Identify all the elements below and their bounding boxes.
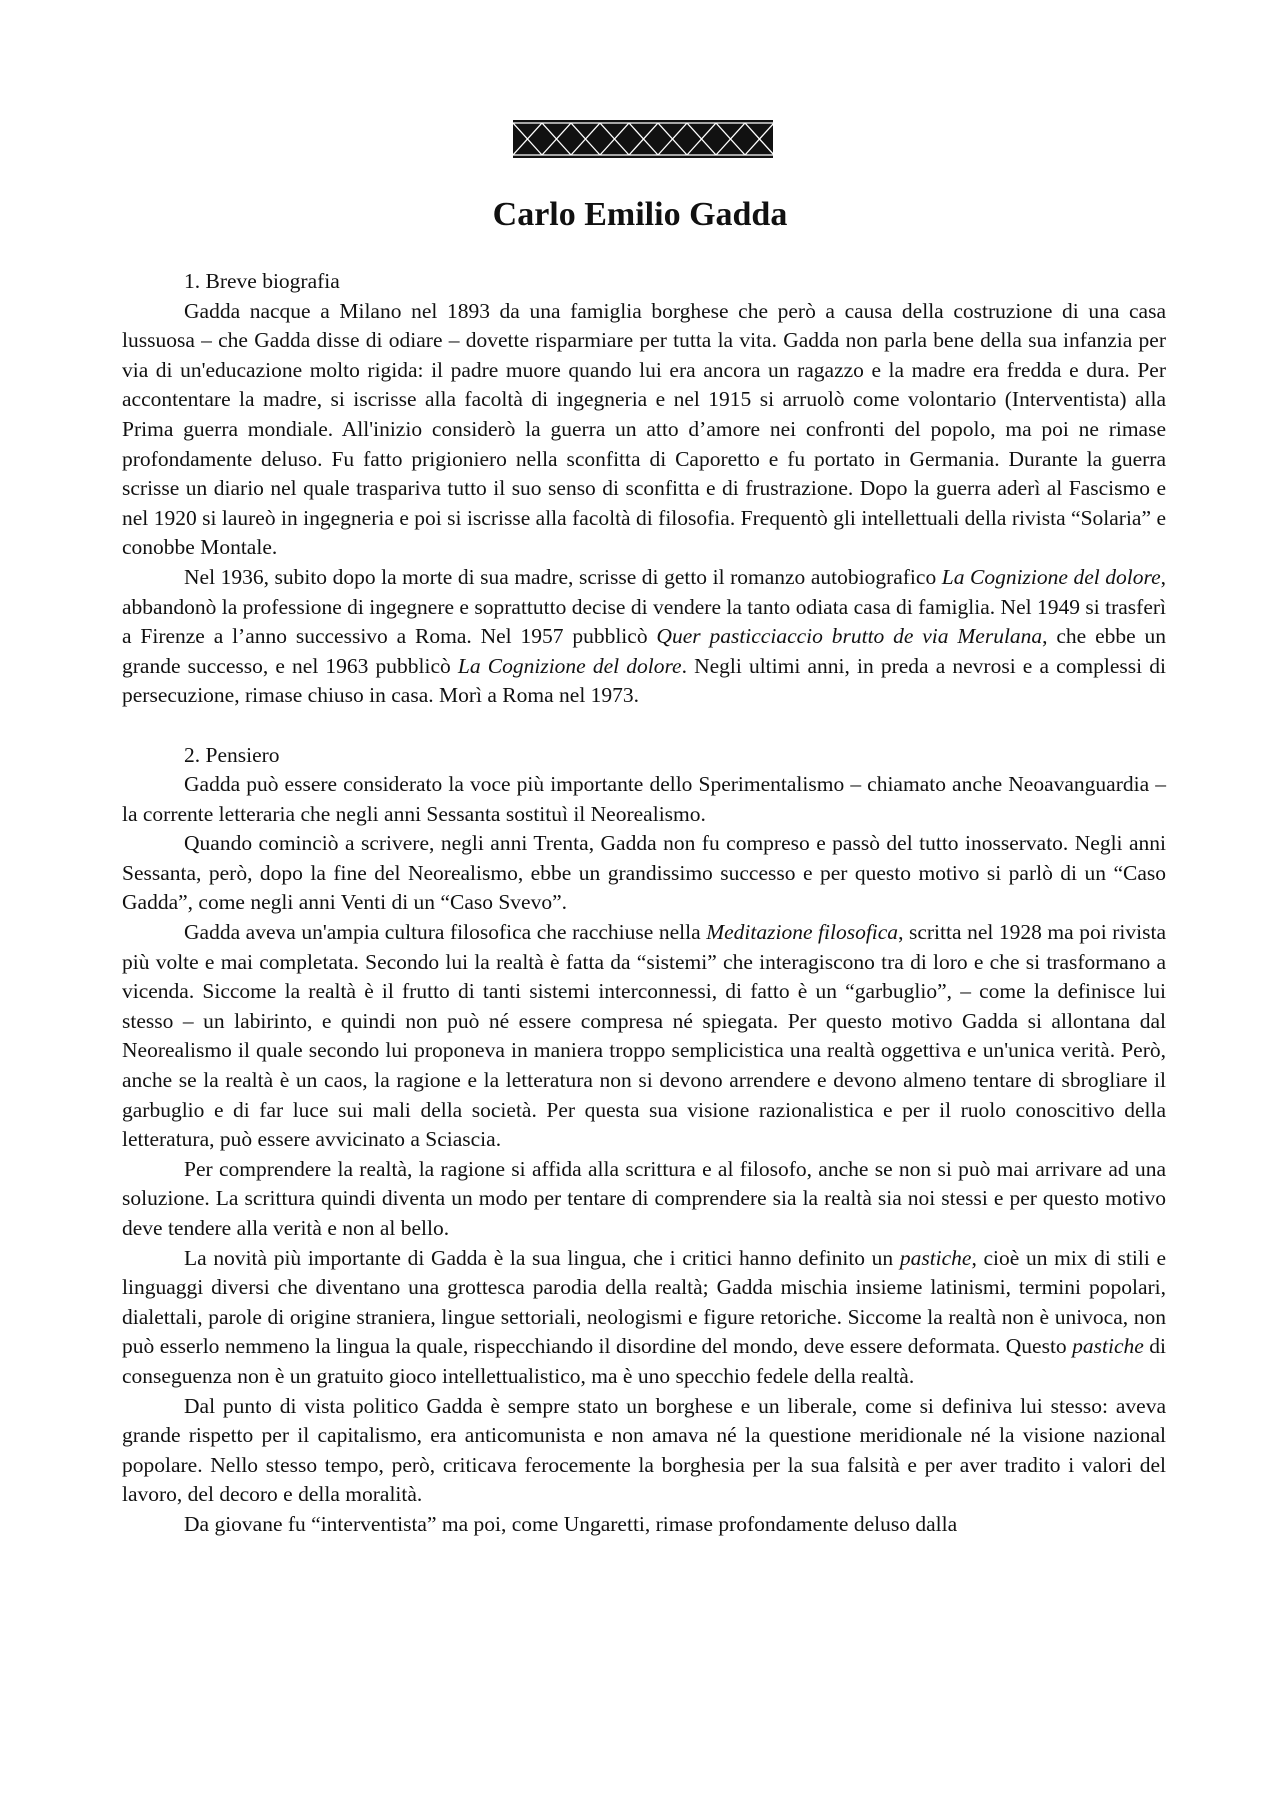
italic-term: pastiche [1072,1334,1144,1359]
paragraph: Gadda nacque a Milano nel 1893 da una famiglia borghese che però a causa della costruzione di una casa lussuosa – che Gadda disse di odiare – dovette risparmiare per tutta la vita. Gadda non parla bene della sua infanzia per via di un'educazione molto rigida: il padre muore quando lui era ancora un ragazzo e la madre era fredda e dura. Per accontentare la madre, si iscrisse alla facoltà di ingegneria e nel 1915 si arruolò come volontario (Interventista) alla Prima guerra mondiale. All'inizio considerò la guerra un atto d’amore nei confronti del popolo, ma poi ne rimase profondamente deluso. Fu fatto prigioniero nella sconfitta di Caporetto e fu portato in Germania. Durante la guerra scrisse un diario nel quale traspariva tutto il suo senso di sconfitta e di frustrazione. Dopo la guerra aderì al Fascismo e nel 1920 si laureò in ingegneria e poi si iscrisse alla facoltà di filosofia. Frequentò gli intellettuali della rivista “Solaria” e conobbe Montale. [122,298,1166,560]
paragraph: Da giovane fu “interventista” ma poi, come Ungaretti, rimase profondamente deluso dalla [184,1511,958,1536]
document-body [122,267,1166,1540]
italic-term: pastiche [899,1245,972,1270]
section-heading-pensiero: 2. Pensiero [184,742,280,767]
document-title: Carlo Emilio Gadda [492,196,788,233]
book-title: Meditazione filosofica [706,920,899,945]
paragraph: Dal punto di vista politico Gadda è sempre stato un borghese e un liberale, come si definiva lui stesso: aveva grande rispetto per il capitalismo, era anticomunista e non amava né la questione meridionale né la visione nazional popolare. Nello stesso tempo, però, criticava ferocemente la borghesia per la sua falsità e per aver tradito i valori del lavoro, del decoro e della moralità. [122,1393,1166,1507]
section-heading-biografia: 1. Breve biografia [184,269,340,293]
paragraph: Per comprendere la realtà, la ragione si affida alla scrittura e al filosofo, anche se non si può mai arrivare ad una soluzione. La scrittura quindi diventa un modo per tentare di comprendere sia la realtà sia noi stessi e per questo motivo deve tendere alla verità e non al bello. [122,1156,1166,1240]
paragraph: Gadda può essere considerato la voce più importante dello Sperimentalismo – chiamato anche Neoavanguardia – la corrente letteraria che negli anni Sessanta sostituì il Neorealismo. [122,772,1166,826]
ornament-banner-icon [513,120,773,158]
paragraph: Quando cominciò a scrivere, negli anni Trenta, Gadda non fu compreso e passò del tutto inosservato. Negli anni Sessanta, però, dopo la fine del Neorealismo, ebbe un grandissimo successo e per questo motivo si parlò di un “Caso Gadda”, come negli anni Venti di un “Caso Svevo”. [122,831,1166,915]
paragraph: La novità più importante di Gadda è la sua lingua, che i critici hanno definito un pastiche, cioè un mix di stili e linguaggi diversi che diventano una grottesca parodia della realtà; Gadda mischia insieme latinismi, termini popolari, dialettali, parole di origine straniera, lingue settoriali, neologismi e figure retoriche. Siccome la realtà non è univoca, non può esserlo nemmeno la lingua la quale, rispecchiando il disordine del mondo, deve essere deformata. Questo pastiche di conseguenza non è un gratuito gioco intellettualistico, ma è uno specchio fedele della realtà. [122,1245,1166,1388]
book-title: Quer pasticciaccio brutto de via Merulana [656,624,1043,649]
paragraph: Nel 1936, subito dopo la morte di sua madre, scrisse di getto il romanzo autobiografico La Cognizione del dolore, abbandonò la professione di ingegnere e soprattutto decise di vendere la tanto odiata casa di famiglia. Nel 1949 si trasferì a Firenze a l’anno successivo a Roma. Nel 1957 pubblicò Quer pasticciaccio brutto de via Merulana, che ebbe un grande successo, e nel 1963 pubblicò La Cognizione del dolore. Negli ultimi anni, in preda a nevrosi e a complessi di persecuzione, rimase chiuso in casa. Morì a Roma nel 1973. [122,564,1166,708]
book-title: La Cognizione del dolore [457,653,682,678]
book-title: La Cognizione del dolore [941,564,1161,589]
paragraph: Gadda aveva un'ampia cultura filosofica che racchiuse nella Meditazione filosofica, scritta nel 1928 ma poi rivista più volte e mai completata. Secondo lui la realtà è fatta da “sistemi” che interagiscono tra di loro e che si trasformano a vicenda. Siccome la realtà è il frutto di tanti sistemi interconnessi, di fatto è un “garbuglio”, – come la definisce lui stesso – un labirinto, e quindi non può né essere compresa né spiegata. Per questo motivo Gadda si allontana dal Neorealismo il quale secondo lui proponeva in maniera troppo semplicistica una realtà oggettiva e un'unica verità. Però, anche se la realtà è un caos, la ragione e la letteratura non si devono arrendere e devono almeno tentare di sbrogliare il garbuglio e di far luce sui mali della società. Per questa sua visione razionalistica e per il ruolo conoscitivo della letteratura, può essere avvicinato a Sciascia. [122,920,1166,1152]
